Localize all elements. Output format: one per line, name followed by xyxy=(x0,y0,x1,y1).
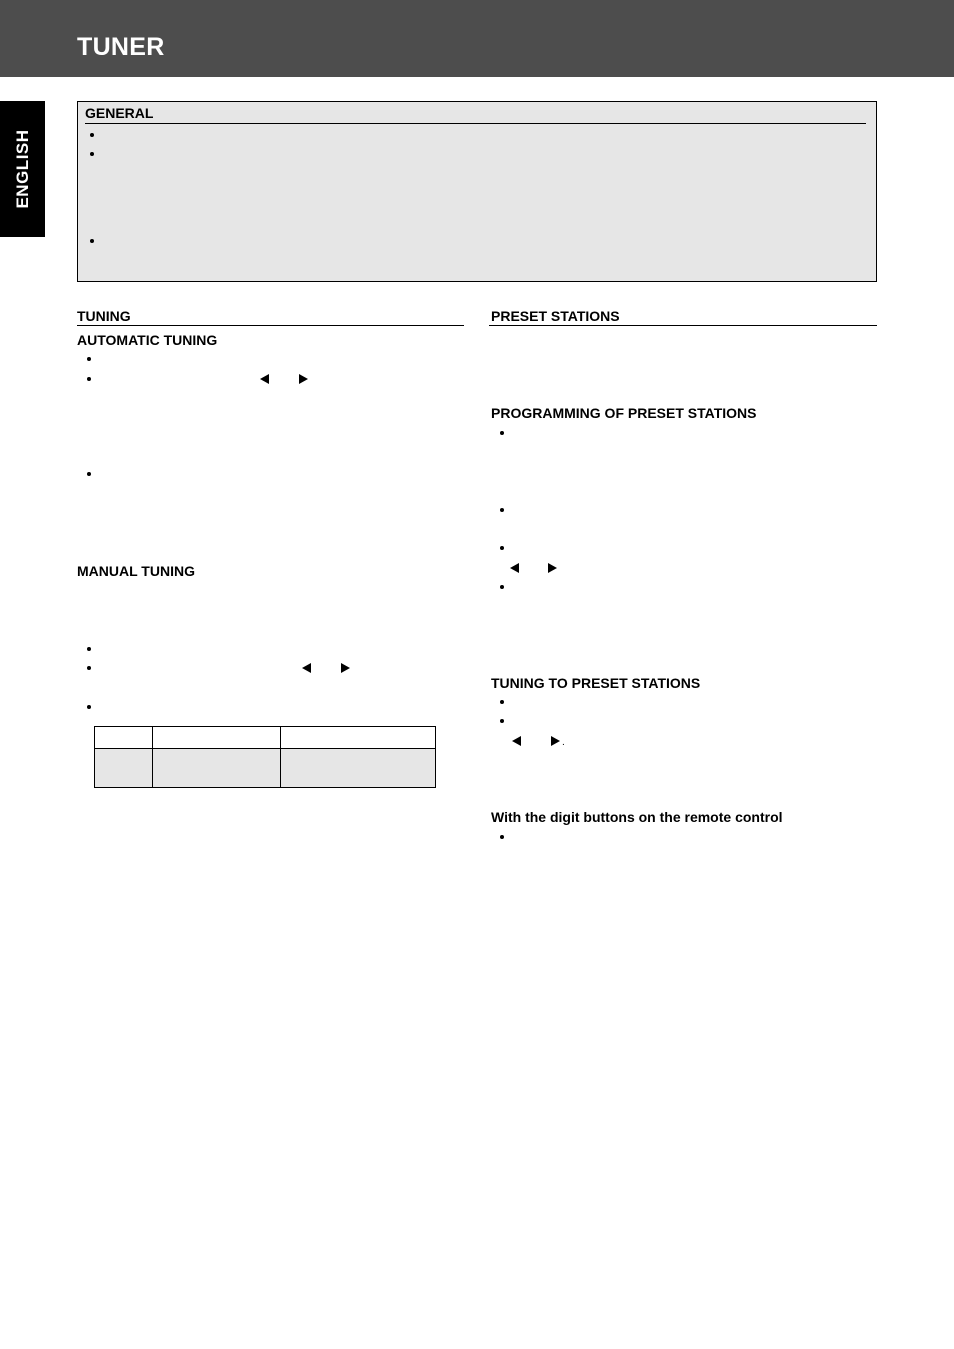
right-arrow-icon xyxy=(299,374,308,384)
programming-preset-heading: PROGRAMMING OF PRESET STATIONS xyxy=(491,405,757,421)
bullet-icon xyxy=(500,508,504,512)
bullet-icon xyxy=(90,133,94,137)
bullet-icon xyxy=(87,647,91,651)
left-arrow-icon xyxy=(260,374,269,384)
table-cell xyxy=(95,727,153,749)
left-arrow-icon xyxy=(512,736,521,746)
bullet-icon xyxy=(87,357,91,361)
right-arrow-icon xyxy=(341,663,350,673)
bullet-icon xyxy=(87,472,91,476)
bullet-icon xyxy=(500,700,504,704)
preset-heading-rule xyxy=(489,325,877,326)
manual-tuning-heading: MANUAL TUNING xyxy=(77,563,195,579)
right-arrow-icon xyxy=(551,736,560,746)
general-section xyxy=(77,101,877,282)
page-title: TUNER xyxy=(77,33,165,61)
bullet-icon xyxy=(87,666,91,670)
table-cell xyxy=(281,749,436,788)
bullet-icon xyxy=(87,705,91,709)
table-row xyxy=(95,727,436,749)
bullet-icon xyxy=(500,585,504,589)
preset-stations-heading: PRESET STATIONS xyxy=(491,308,620,324)
table-row xyxy=(95,749,436,788)
left-arrow-icon xyxy=(302,663,311,673)
language-tab xyxy=(0,101,45,237)
language-tab-label: ENGLISH xyxy=(12,129,32,209)
table-cell xyxy=(153,727,281,749)
general-heading: GENERAL xyxy=(85,104,866,124)
table-cell xyxy=(281,727,436,749)
frequency-table xyxy=(94,726,436,788)
automatic-tuning-heading: AUTOMATIC TUNING xyxy=(77,332,218,348)
bullet-icon xyxy=(90,239,94,243)
bullet-icon xyxy=(87,377,91,381)
tuning-heading: TUNING xyxy=(77,308,131,324)
bullet-icon xyxy=(500,431,504,435)
bullet-icon xyxy=(500,719,504,723)
right-arrow-icon xyxy=(548,563,557,573)
tuning-heading-rule xyxy=(77,325,464,326)
bullet-icon xyxy=(90,152,94,156)
table-cell xyxy=(153,749,281,788)
period-mark: . xyxy=(562,737,565,748)
bullet-icon xyxy=(500,546,504,550)
table-cell xyxy=(95,749,153,788)
left-arrow-icon xyxy=(510,563,519,573)
tuning-to-preset-heading: TUNING TO PRESET STATIONS xyxy=(491,675,701,691)
digit-buttons-heading: With the digit buttons on the remote control xyxy=(491,809,783,825)
bullet-icon xyxy=(500,835,504,839)
